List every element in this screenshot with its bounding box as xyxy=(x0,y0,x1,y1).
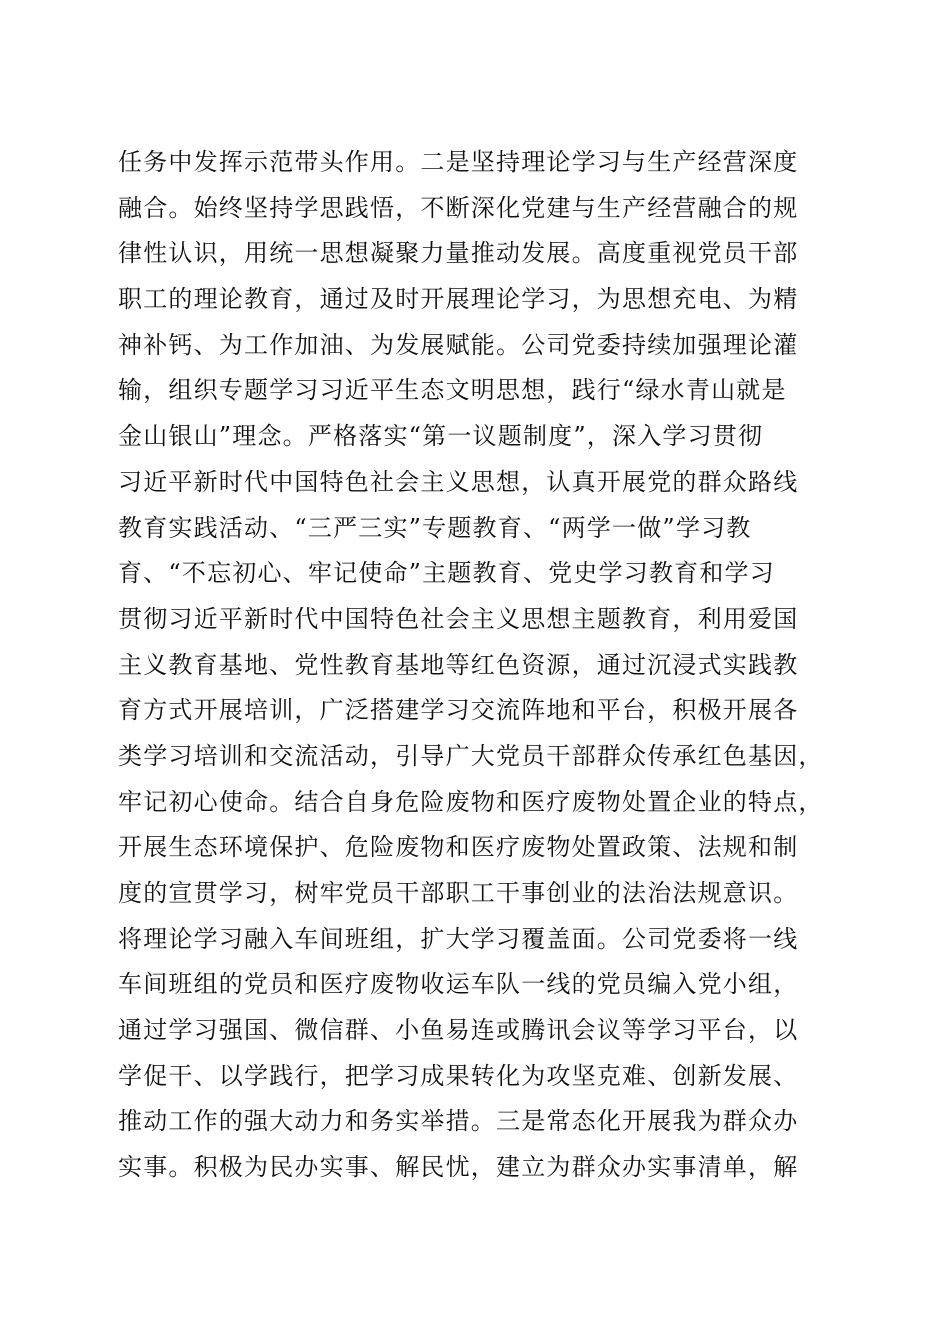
text-line: 主义教育基地、党性教育基地等红色资源，通过沉浸式实践教 xyxy=(118,650,799,679)
text-line: 育、“不忘初心、牢记使命”主题教育、党史学习教育和学习 xyxy=(118,559,775,588)
text-line: 融合。始终坚持学思践悟，不断深化党建与生产经营融合的规 xyxy=(118,193,799,222)
text-line: 度的宣贯学习，树牢党员干部职工干事创业的法治法规意识。 xyxy=(118,879,799,907)
text-line: 推动工作的强大动力和务实举措。三是常态化开展我为群众办 xyxy=(118,1107,799,1136)
text-line: 律性认识，用统一思想凝聚力量推动发展。高度重视党员干部 xyxy=(118,239,799,268)
text-line: 学促干、以学践行，把学习成果转化为攻坚克难、创新发展、 xyxy=(118,1061,799,1090)
text-line: 输，组织专题学习习近平生态文明思想，践行“绿水青山就是 xyxy=(118,376,787,405)
text-line: 牢记初心使命。结合自身危险废物和医疗废物处置企业的特点， xyxy=(118,787,824,816)
text-line: 开展生态环境保护、危险废物和医疗废物处置政策、法规和制 xyxy=(118,833,799,862)
text-line: 神补钙、为工作加油、为发展赋能。公司党委持续加强理论灌 xyxy=(118,330,799,359)
text-line: 车间班组的党员和医疗废物收运车队一线的党员编入党小组， xyxy=(118,970,799,999)
text-line: 习近平新时代中国特色社会主义思想，认真开展党的群众路线 xyxy=(118,467,799,496)
text-line: 金山银山”理念。严格落实“第一议题制度”，深入学习贯彻 xyxy=(118,422,764,451)
text-line: 职工的理论教育，通过及时开展理论学习，为思想充电、为精 xyxy=(118,285,799,314)
text-line: 贯彻习近平新时代中国特色社会主义思想主题教育，利用爱国 xyxy=(118,604,799,633)
body-text xyxy=(118,140,838,1191)
text-line: 将理论学习融入车间班组，扩大学习覆盖面。公司党委将一线 xyxy=(118,924,799,953)
text-line: 类学习培训和交流活动，引导广大党员干部群众传承红色基因， xyxy=(118,741,824,770)
text-line: 教育实践活动、“三严三实”专题教育、“两学一做”学习教 xyxy=(118,513,752,542)
text-line: 实事。积极为民办实事、解民忧，建立为群众办实事清单，解 xyxy=(118,1153,799,1182)
text-line: 任务中发挥示范带头作用。二是坚持理论学习与生产经营深度 xyxy=(118,148,799,176)
text-line: 育方式开展培训，广泛搭建学习交流阵地和平台，积极开展各 xyxy=(118,696,799,725)
text-line: 通过学习强国、微信群、小鱼易连或腾讯会议等学习平台，以 xyxy=(118,1016,799,1045)
